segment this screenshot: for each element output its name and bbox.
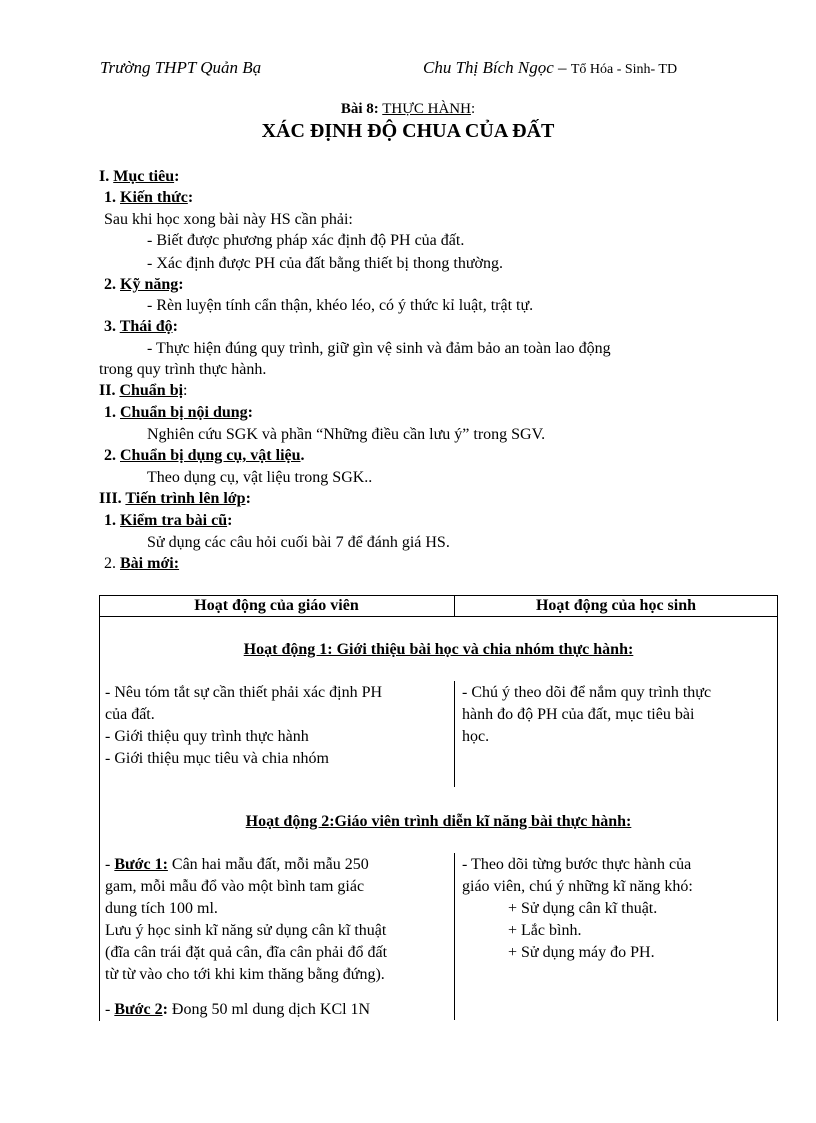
step-2-label: Bước 2 [114, 1001, 163, 1018]
step-1-line-6: từ từ vào cho tới khi kim thăng bằng đứng). [105, 966, 385, 983]
skill-item-1: - Rèn luyện tính cẩn thận, khéo léo, có ý thức kỉ luật, trật tự. [147, 297, 534, 314]
activity-1-student-line-3: học. [462, 728, 490, 745]
section-1-colon: : [174, 168, 180, 185]
step-1-line-5: (đĩa cân trái đặt quả cân, đĩa cân phải đổ đất [105, 944, 388, 961]
prep-content-number: 1. [104, 404, 116, 421]
step-2-line-1: - Bước 2: Đong 50 ml dung dịch KCl 1N [105, 1001, 371, 1018]
activity-1-student-line-2: hành đo độ PH của đất, mục tiêu bài [462, 706, 695, 723]
activity-1-teacher-line-3: - Giới thiệu quy trình thực hành [105, 728, 309, 745]
knowledge-number: 1. [104, 189, 116, 206]
prep-tools-heading [104, 447, 305, 465]
knowledge-heading [104, 189, 193, 207]
prep-content-heading [104, 404, 253, 422]
department-name: Tổ Hóa - Sinh- TD [570, 62, 678, 77]
new-lesson-heading [104, 555, 179, 573]
lesson-label [0, 101, 816, 118]
activity-2-student-line-3: + Sử dụng cân kĩ thuật. [508, 900, 658, 917]
knowledge-intro: Sau khi học xong bài này HS cần phải: [104, 211, 353, 228]
activity-1-teacher-line-1: - Nêu tóm tắt sự cần thiết phải xác định PH [105, 684, 383, 701]
school-name: Trường THPT Quản Bạ [100, 58, 262, 77]
check-text: Sử dụng các câu hỏi cuối bài 7 để đánh giá HS. [147, 534, 450, 551]
activity-1-column-divider [454, 681, 455, 787]
knowledge-item-1: - Biết được phương pháp xác định độ PH của đất. [147, 232, 465, 249]
prep-content-colon: : [247, 404, 253, 421]
activity-2-student-line-1: - Theo dõi từng bước thực hành của [462, 856, 692, 873]
attitude-colon: : [172, 318, 178, 335]
skill-number: 2. [104, 276, 116, 293]
activity-1-teacher-line-2: của đất. [105, 706, 155, 723]
section-2-colon: : [183, 382, 188, 399]
page-title: XÁC ĐỊNH ĐỘ CHUA CỦA ĐẤT [261, 120, 555, 142]
step-1-line-1: - Bước 1: Cân hai mẫu đất, mỗi mẫu 250 [105, 856, 369, 873]
prep-tools-number: 2. [104, 447, 116, 464]
activity-2-column-divider [454, 853, 455, 1020]
activity-2-student-line-4: + Lắc bình. [508, 922, 582, 939]
teacher-name [423, 58, 677, 78]
section-3-title: Tiến trình lên lớp [125, 490, 246, 507]
section-3-colon: : [245, 490, 251, 507]
step-1-label: Bước 1: [114, 856, 168, 873]
attitude-item-1: - Thực hiện đúng quy trình, giữ gìn vệ sinh và đảm bảo an toàn lao động [147, 340, 611, 357]
section-2-number: II. [99, 382, 116, 399]
prep-tools-title: Chuẩn bị dụng cụ, vật liệu [120, 447, 301, 464]
prep-content-title: Chuẩn bị nội dung [120, 404, 248, 421]
step-2-text: Đong 50 ml dung dịch KCl 1N [167, 1001, 371, 1018]
lesson-colon: : [470, 101, 476, 117]
check-number: 1. [104, 512, 116, 529]
skill-title: Kỹ năng [120, 276, 179, 293]
check-heading [104, 512, 232, 530]
new-lesson-number: 2. [104, 555, 116, 572]
prep-tools-dot: . [300, 447, 305, 464]
check-title: Kiểm tra bài cũ [120, 512, 228, 529]
activity-1-student-line-1: - Chú ý theo dõi để nắm quy trình thực [462, 684, 712, 701]
section-2-title: Chuẩn bị [119, 382, 184, 399]
attitude-item-1-cont: trong quy trình thực hành. [99, 361, 267, 378]
teacher-name-text: Chu Thị Bích Ngọc – [423, 58, 567, 77]
step-1-line-3: dung tích 100 ml. [105, 900, 218, 917]
section-1-title: Mục tiêu [113, 168, 175, 185]
knowledge-colon: : [187, 189, 194, 206]
attitude-number: 3. [104, 318, 116, 335]
knowledge-item-2: - Xác định được PH của đất bằng thiết bị thong thường. [147, 255, 503, 272]
knowledge-title: Kiến thức [120, 189, 188, 206]
lesson-number: Bài 8: [340, 101, 379, 117]
prep-content-text: Nghiên cứu SGK và phần “Những điều cần lưu ý” trong SGV. [147, 426, 546, 443]
lesson-type: THỰC HÀNH [382, 101, 471, 117]
step-1-line-4: Lưu ý học sinh kĩ năng sử dụng cân kĩ thuật [105, 922, 387, 939]
step-1-line-2: gam, mỗi mẫu đổ vào một bình tam giác [105, 878, 365, 895]
skill-colon: : [178, 276, 184, 293]
section-3-heading [99, 490, 251, 508]
column-header-student: Hoạt động của học sinh [535, 597, 697, 614]
new-lesson-title: Bài mới: [120, 555, 180, 572]
section-3-number: III. [99, 490, 122, 507]
prep-tools-text: Theo dụng cụ, vật liệu trong SGK.. [147, 469, 373, 486]
attitude-heading [104, 318, 178, 336]
section-1-number: I. [99, 168, 110, 185]
activity-1-teacher-line-4: - Giới thiệu mục tiêu và chia nhóm [105, 750, 329, 767]
section-2-heading [99, 382, 188, 400]
step-2-colon: : [162, 1001, 168, 1018]
activity-2-student-line-5: + Sử dụng máy đo PH. [508, 944, 655, 961]
step-1-text: Cân hai mẫu đất, mỗi mẫu 250 [167, 856, 369, 873]
attitude-title: Thái độ [119, 318, 173, 335]
skill-heading [104, 276, 184, 294]
column-header-teacher: Hoạt động của giáo viên [194, 597, 359, 614]
table-header-divider [99, 616, 778, 617]
activity-1-title: Hoạt động 1: Giới thiệu bài học và chia nhóm thực hành: [243, 641, 634, 658]
section-1-heading [99, 168, 179, 186]
check-colon: : [227, 512, 233, 529]
activity-2-title: Hoạt động 2:Giáo viên trình diễn kĩ năng bài thực hành: [245, 813, 632, 830]
activity-2-student-line-2: giáo viên, chú ý những kĩ năng khó: [462, 878, 693, 895]
